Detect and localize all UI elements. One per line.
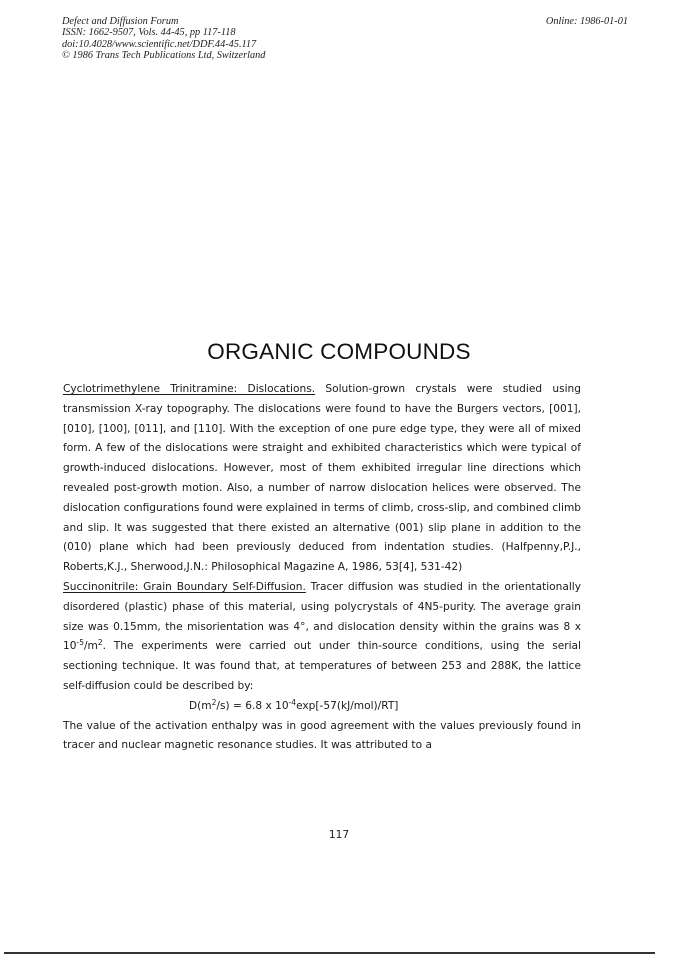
copyright-line: © 1986 Trans Tech Publications Ltd, Switzerland	[62, 49, 266, 61]
formula-part: exp[-57(kJ/mol)/RT]	[296, 699, 399, 712]
online-date: Online: 1986-01-01	[545, 16, 628, 27]
bottom-rule	[4, 952, 655, 954]
section-continuation: The value of the activation enthalpy was in good agreement with the values previously found in tracer and nuclear magnetic resonance studies. It was attributed to a	[63, 719, 581, 752]
issn-line: ISSN: 1662-9507, Vols. 44-45, pp 117-118	[62, 27, 236, 39]
journal-name: Defect and Diffusion Forum	[62, 16, 179, 27]
section-text: Tracer diffusion was studied in the orientationally disordered (plastic) phase of this material, using polycrystals of 4N5-purity. The average grain size was 0.15mm, the misorientation was 4°, and dislocation density within the grains was 8 x 10	[63, 580, 582, 653]
exponent: 2	[211, 697, 217, 707]
section-heading: Cyclotrimethylene Trinitramine: Dislocations.	[63, 383, 316, 395]
formula-part: D(m	[189, 699, 212, 712]
citation-block	[62, 16, 628, 61]
section-cyclotrimethylene	[63, 380, 581, 578]
formula-part: /s) = 6.8 x 10	[216, 699, 289, 712]
section-succinonitrile	[63, 578, 581, 697]
article-body	[63, 380, 581, 756]
exponent: 2	[97, 638, 103, 648]
doi-line[interactable]: doi:10.4028/www.scientific.net/DDF.44-45.117	[62, 38, 257, 50]
page-title: ORGANIC COMPOUNDS	[207, 339, 471, 364]
section-text: . The experiments were carried out under thin-source conditions, using the serial sectioning technique. It was found that, at temperatures of between 253 and 288K, the lattice self-diffusion could be described by:	[63, 640, 581, 692]
exponent: -5	[76, 638, 84, 648]
section-text: Solution-grown crystals were studied using transmission X-ray topography. The dislocations were found to have the Burgers vectors, [001], [010], [100], [011], and [110]. With the exception of one pure edge type, they were all of mixed form. A few of the dislocations were straight and exhibited characteristics which were typical of growth-induced dislocations. However, most of them exhibited irregular line directions which revealed post-growth motion. Also, a number of narrow dislocation helices were observed. The dislocation configurations found were explained in terms of climb, cross-slip, and combined climb and slip. It was suggested that there existed an alternative (001) slip plane in addition to the (010) plane which had been previously deduced from indentation studies. (Halfpenny,P.J., Roberts,K.J., Sherwood,J.N.: Philosophical Magazine A, 1986, 53[4], 531-42)	[63, 383, 581, 574]
page-header	[62, 16, 628, 61]
exponent: -4	[288, 697, 297, 707]
page-number: 117	[328, 829, 350, 841]
diffusion-formula	[63, 697, 581, 717]
section-text: /m	[83, 640, 98, 653]
section-heading: Succinonitrile: Grain Boundary Self-Diffusion.	[63, 580, 306, 593]
